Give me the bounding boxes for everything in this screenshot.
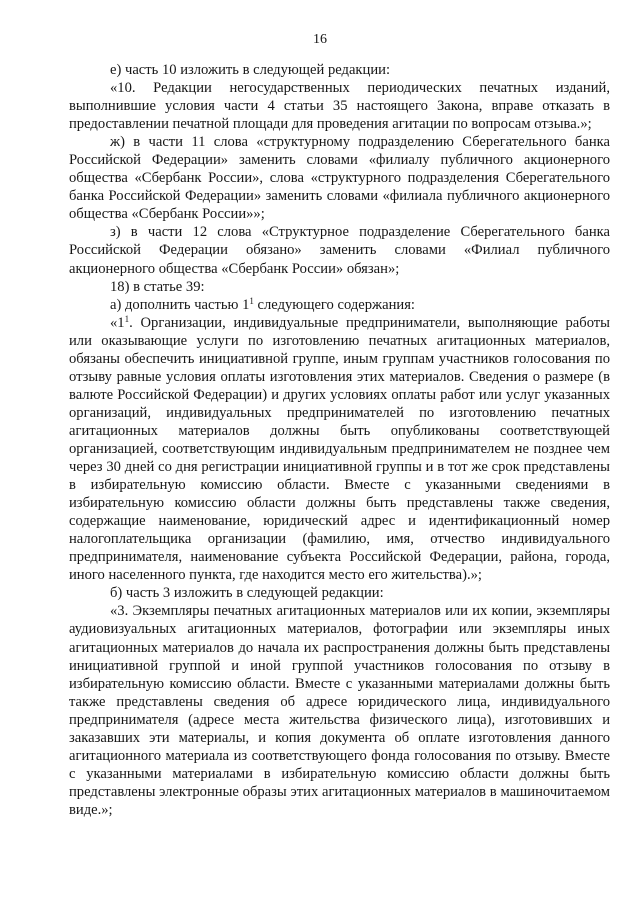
superscript: 1: [249, 295, 254, 306]
paragraph-text-after: следующего содержания:: [253, 296, 415, 313]
paragraph-article-39: 18) в статье 39:: [110, 278, 205, 295]
superscript: 1: [124, 313, 130, 324]
page-number: 16: [313, 32, 327, 47]
paragraph-amend-part-10: е) часть 10 изложить в следующей редакции:: [110, 62, 391, 78]
document-body: [69, 61, 610, 819]
paragraph-part-10-text: «10. Редакции негосударственных периодических печатных изданий, выполнившие условия части 4 статьи 35 настоящего Закона, вправе отказать в предоставлении печатной площади для проведения агитации по вопросам отзыва.»;: [69, 80, 610, 133]
paragraph-part-3-text: «3. Экземпляры печатных агитационных материалов или их копии, экземпляры аудиовизуальных агитационных материалов, фотографии или экземпляры иных агитационных материалов до начала их распространения должны быть представлены инициативной группой и иной группой участников голосования по отзыву в избирательную комиссию области. Вместе с указанными материалами должны быть также представлены сведения об адресе юридического лица, индивидуального предпринимателя (адресе места жительства физического лица), изготовивших и заказавших эти материалы, и копия документа об оплате изготовления данного агитационного материала из соответствующего фонда голосования по отзыву. Вместе с указанными материалами в избирательную комиссию области должны быть представлены электронные образы этих агитационных материалов в машиночитаемом виде.»;: [69, 603, 610, 818]
paragraph-text-after: . Организации, индивидуальные предприниматели, выполняющие работы или оказывающие услуги по изготовлению печатных агитационных материалов, обязаны обеспечить инициативной группе, иным группам участников голосования по отзыву равные условия оплаты изготовления этих материалов. Сведения о размере (в валюте Российской Федерации) и других условиях оплаты работ или услуг указанных организаций, индивидуальных предпринимателей по изготовлению печатных агитационных материалов должны быть опубликованы соответствующей организацией, соответствующим индивидуальным предпринимателем не позднее чем через 30 дней со дня регистрации инициативной группы и в тот же срок представлены в избирательную комиссию области. Вместе с указанными сведениями в избирательную комиссию области должны быть представлены также сведения, содержащие наименование, юридический адрес и идентификационный номер налогоплательщика организации (фамилию, имя, отчество индивидуального предпринимателя, наименование субъекта Российской Федерации, района, города, иного населенного пункта, где находится место его жительства).»;: [69, 314, 610, 584]
paragraph-amend-part-11: ж) в части 11 слова «структурному подразделению Сберегательного банка Российской Федерации» заменить словами «филиалу публичного акционерного общества «Сбербанк России», слова «структурного подразделения Сберегательного банка Российской Федерации» заменить словами «филиала публичного акционерного общества «Сбербанк России»»;: [69, 134, 610, 223]
paragraph-text: «1: [110, 314, 125, 331]
paragraph-amend-part-12: з) в части 12 слова «Структурное подразделение Сберегательного банка Российской Федерации обязано» заменить словами «Филиал публичного акционерного общества «Сбербанк России» обязан»;: [69, 224, 610, 277]
paragraph-text: а) дополнить частью 1: [110, 296, 250, 313]
paragraph-add-part-1-1: [69, 296, 610, 314]
paragraph-amend-part-3: б) часть 3 изложить в следующей редакции:: [110, 585, 384, 602]
paragraph-part-1-1-text: [69, 314, 610, 585]
